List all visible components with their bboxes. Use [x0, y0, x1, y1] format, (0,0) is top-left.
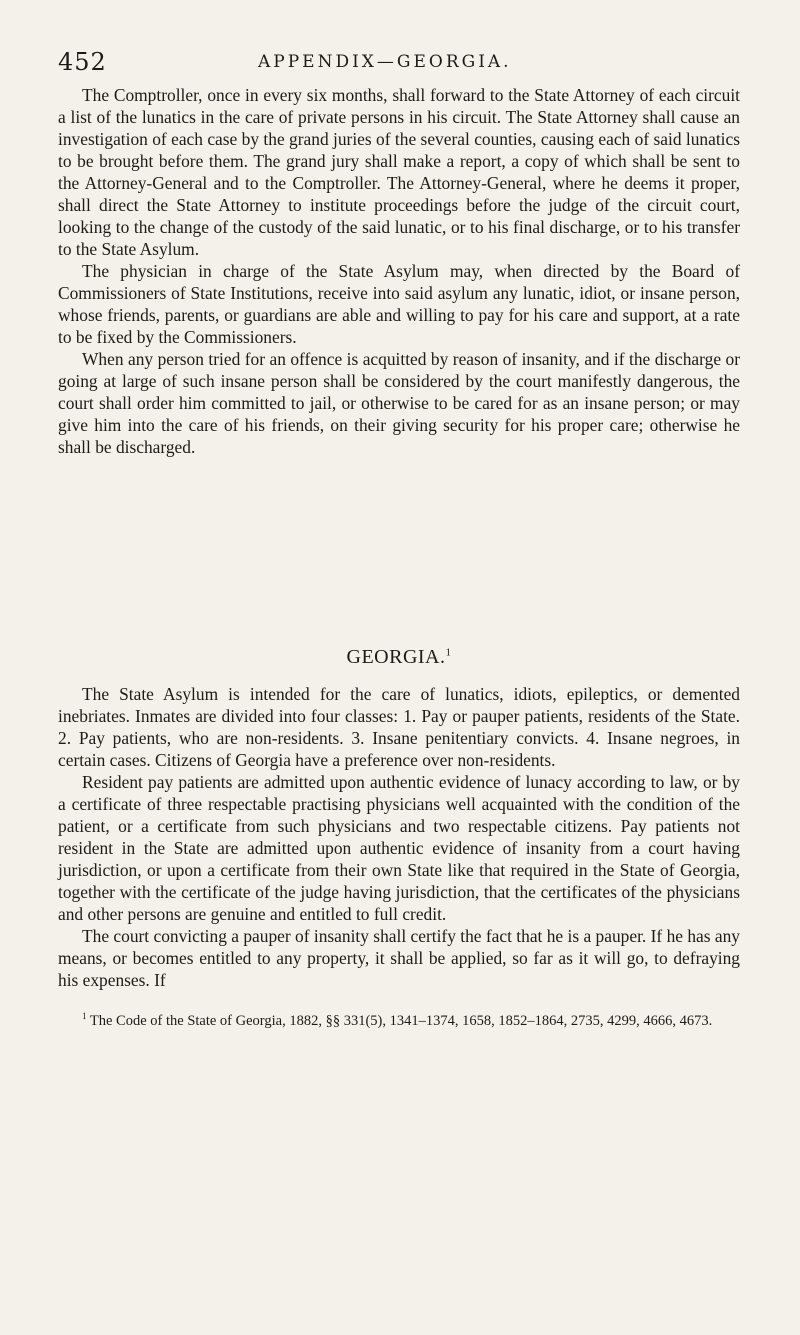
footnote-text: The Code of the State of Georgia, 1882, §§ 331(5), 1341–1374, 1658, 1852–1864, 2735, 4299, 4666, 4673.	[89, 1012, 713, 1029]
paragraph: The Comptroller, once in every six months, shall forward to the State Attorney of each circuit a list of the lunatics in the care of private persons in his circuit. The State Attorney shall cause an investigation of each case by the grand juries of the several counties, causing each of said lunatics to be brought before them. The grand jury shall make a report, a copy of which shall be sent to the Attorney-General and to the Comptroller. The Attorney-General, where he deems it proper, shall direct the State Attorney to institute proceedings before the judge of the circuit court, looking to the change of the custody of the said lunatic, or to his final discharge, or to his transfer to the State Asylum.	[58, 85, 740, 259]
running-head	[58, 48, 740, 84]
top-text	[58, 84, 740, 458]
running-title: APPENDIX—GEORGIA.	[258, 52, 512, 72]
paragraph: The physician in charge of the State Asylum may, when directed by the Board of Commissioners of State Institutions, receive into said asylum any lunatic, idiot, or insane person, whose friends, parents, or guardians are able and willing to pay for his care and support, at a rate to be fixed by the Commissioners.	[58, 261, 740, 347]
paragraph: When any person tried for an offence is acquitted by reason of insanity, and if the discharge or going at large of such insane person shall be considered by the court manifestly dangerous, the court shall order him committed to jail, or otherwise to be cared for as an insane person; or may give him into the care of his friends, on their giving security for his proper care; otherwise he shall be discharged.	[58, 349, 740, 457]
page-number: 452	[58, 48, 107, 76]
footnote-number: 1	[82, 1011, 87, 1021]
paragraph: Resident pay patients are admitted upon authentic evidence of lunacy according to law, or by a certificate of three respectable practising physicians well acquainted with the condition of the patient, or a certificate from such physicians and two respectable citizens. Pay patients not resident in the State are admitted upon authentic evidence of insanity from a court having jurisdiction, or upon a certificate from their own State like that required in the State of Georgia, together with the certificate of the judge having jurisdiction, that the certificates of the physicians and other persons are genuine and entitled to full credit.	[58, 772, 740, 924]
georgia-text	[58, 683, 740, 991]
paragraph: The State Asylum is intended for the care of lunatics, idiots, epileptics, or demented inebriates. Inmates are divided into four classes: 1. Pay or pauper patients, residents of the State. 2. Pay patients, who are non-residents. 3. Insane penitentiary convicts. 4. Insane negroes, in certain cases. Citizens of Georgia have a preference over non-residents.	[58, 684, 740, 770]
section-heading	[58, 646, 740, 669]
footnote-marker: 1	[445, 646, 452, 659]
section-title: GEORGIA.	[346, 646, 446, 668]
paragraph: The court convicting a pauper of insanity shall certify the fact that he is a pauper. If he has any means, or becomes entitled to any property, it shall be applied, so far as it will go, to defraying his expenses. If	[58, 926, 740, 990]
book-page	[58, 48, 740, 1030]
footnote	[58, 1007, 740, 1030]
blank-space	[58, 458, 740, 646]
